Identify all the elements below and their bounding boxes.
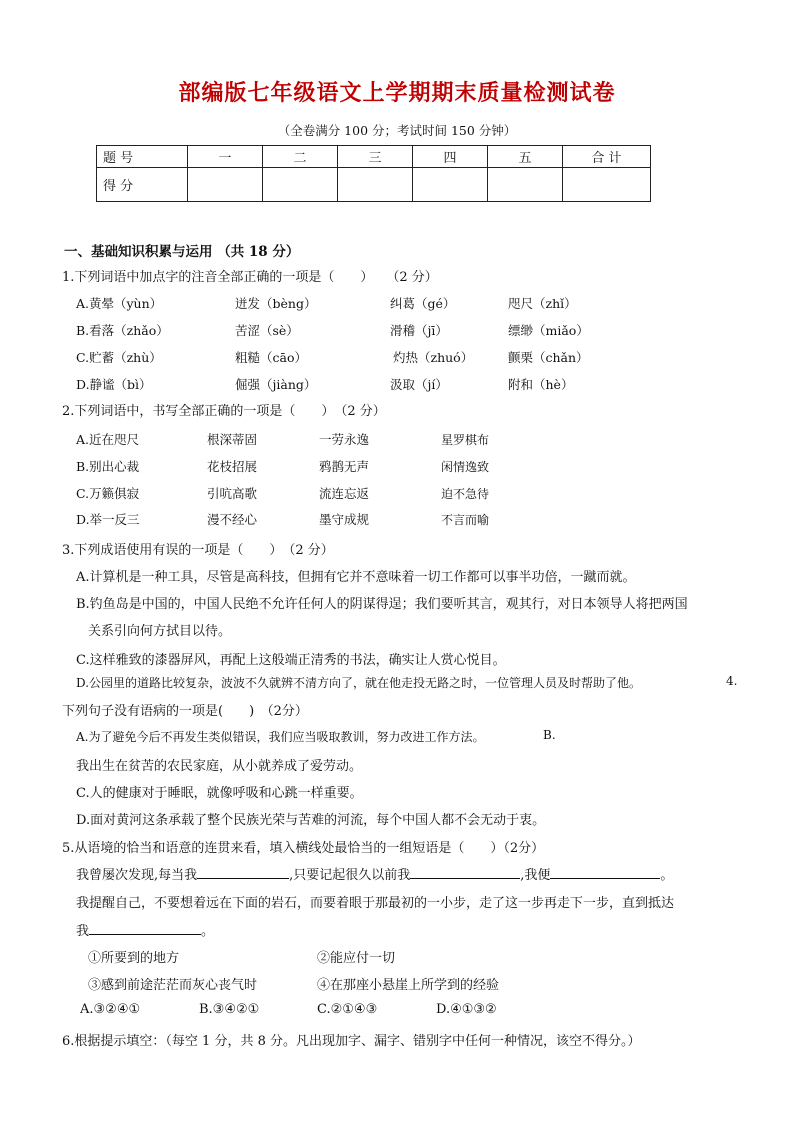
q2-option: 引吭高歌 — [207, 486, 258, 501]
q1-option: A.黄晕（yùn） — [76, 296, 163, 311]
q5-phrase-2: ②能应付一切 — [317, 951, 396, 966]
q5-text: ,我便 — [520, 868, 551, 883]
q1-option: 倔强（jiàng） — [235, 377, 317, 392]
q2-option: A.近在咫尺 — [76, 432, 140, 447]
question-5-stem: 5.从语境的恰当和语意的连贯来看，填入横线处最恰当的一组短语是（ ）（2分） — [62, 841, 545, 856]
q2-option: 花枝招展 — [207, 459, 258, 474]
q1-option: 粗糙（cāo） — [235, 350, 307, 365]
section-heading: 一、基础知识积累与运用 （共 18 分） — [64, 244, 300, 260]
q1-option: 咫尺（zhǐ） — [508, 296, 577, 311]
q3-option-b: B.钓鱼岛是中国的，中国人民绝不允许任何人的阴谋得逞；我们要听其言，观其行，对日本领导人将把两国 — [76, 597, 688, 612]
q5-choice-a: A.③②④① — [80, 1002, 141, 1017]
q2-option: 鸦鹊无声 — [319, 459, 370, 474]
q3-option-d: D.公园里的道路比较复杂，波波不久就辨不清方向了，就在他走投无路之时，一位管理人员及时帮助了他。 — [76, 676, 642, 690]
q5-phrase-4: ④在那座小悬崖上所学到的经验 — [317, 978, 500, 993]
score-cell[interactable] — [413, 168, 488, 202]
q2-option: 星罗棋布 — [441, 433, 490, 447]
q5-choice-c: C.②①④③ — [317, 1002, 378, 1017]
q4-option-b-letter: B. — [543, 728, 556, 742]
q2-option: 根深蒂固 — [207, 432, 258, 447]
q5-text: 我 — [76, 924, 90, 939]
q5-choice-b: B.③④②① — [199, 1002, 260, 1017]
question-6-stem: 6.根据提示填空：（每空 1 分，共 8 分。凡出现加字、漏字、错别字中任何一种情况，该空不得分。） — [62, 1034, 641, 1049]
q5-passage-line3 — [76, 920, 214, 939]
q5-text: 我曾屡次发现,每当我 — [76, 868, 198, 883]
q1-option: B.看落（zhǎo） — [76, 323, 169, 338]
score-header-3: 三 — [338, 146, 413, 168]
score-cell[interactable] — [188, 168, 263, 202]
score-cell[interactable] — [488, 168, 563, 202]
q2-option: 一劳永逸 — [319, 432, 370, 447]
q4-option-a: A.为了避免今后不再发生类似错误，我们应当吸取教训，努力改进工作方法。 — [76, 730, 485, 744]
q1-option: C.贮蓄（zhù） — [76, 350, 162, 365]
q5-passage-line2: 我提醒自己，不要想着远在下面的岩石，而要着眼于那最初的一小步，走了这一步再走下一步，直到抵达 — [76, 896, 675, 911]
q2-option: 流连忘返 — [319, 486, 370, 501]
q2-option: D.举一反三 — [76, 512, 140, 527]
q1-option: 灼热（zhuó） — [393, 350, 474, 365]
q5-choice-d: D.④①③② — [436, 1002, 497, 1017]
score-header-2: 二 — [263, 146, 338, 168]
score-cell[interactable] — [563, 168, 651, 202]
q2-option: 闲情逸致 — [441, 460, 490, 474]
exam-info: （全卷满分 100 分；考试时间 150 分钟） — [277, 123, 517, 138]
answer-blank[interactable] — [89, 920, 201, 935]
page-title: 部编版七年级语文上学期期末质量检测试卷 — [178, 80, 616, 106]
score-header-total: 合 计 — [563, 146, 651, 168]
q5-phrase-3: ③感到前途茫茫而灰心丧气时 — [88, 978, 258, 993]
q1-option: 附和（hè） — [508, 377, 574, 392]
answer-blank[interactable] — [550, 864, 660, 879]
q4-option-c: C.人的健康对于睡眠，就像呼吸和心跳一样重要。 — [76, 786, 363, 801]
score-header-5: 五 — [488, 146, 563, 168]
question-3-stem: 3.下列成语使用有误的一项是（ ） （2 分） — [62, 543, 334, 558]
q2-option: 漫不经心 — [207, 512, 258, 527]
q2-option: 迫不急待 — [441, 487, 490, 501]
question-4-stem: 下列句子没有语病的一项是( ) （2分） — [62, 704, 308, 719]
answer-blank[interactable] — [197, 864, 289, 879]
q2-option: 不言而喻 — [441, 513, 490, 527]
score-cell[interactable] — [263, 168, 338, 202]
score-cell[interactable] — [338, 168, 413, 202]
q5-text: 。 — [201, 924, 215, 939]
q2-option: C.万籁俱寂 — [76, 486, 140, 501]
q5-text: 。 — [660, 868, 674, 883]
q5-phrase-1: ①所要到的地方 — [88, 951, 180, 966]
q4-option-d: D.面对黄河这条承载了整个民族光荣与苦难的河流，每个中国人都不会无动于衷。 — [76, 813, 546, 828]
q1-option: 迸发（bèng） — [235, 296, 317, 311]
score-table — [96, 145, 651, 202]
q3-option-b-cont: 关系引向何方拭目以待。 — [88, 624, 232, 639]
q5-passage-line1 — [76, 864, 673, 883]
score-header-1: 一 — [188, 146, 263, 168]
question-4-number: 4. — [726, 674, 738, 688]
question-2-stem: 2.下列词语中，书写全部正确的一项是（ ） （2 分） — [62, 404, 386, 419]
q2-option: 墨守成规 — [319, 512, 370, 527]
q4-option-b: 我出生在贫苦的农民家庭，从小就养成了爱劳动。 — [76, 759, 363, 774]
q5-text: ,只要记起很久以前我 — [289, 868, 411, 883]
q1-option: 颤栗（chǎn） — [508, 350, 589, 365]
q1-option: 滑稽（jī） — [390, 323, 448, 338]
q3-option-a: A.计算机是一种工具，尽管是高科技，但拥有它并不意味着一切工作都可以事半功倍，一蹴而就。 — [76, 570, 636, 585]
score-row-label: 得 分 — [97, 168, 188, 202]
answer-blank[interactable] — [410, 864, 520, 879]
q1-option: D.静谧（bì） — [76, 377, 152, 392]
question-1-stem: 1.下列词语中加点字的注音全部正确的一项是（ ） （2 分） — [62, 270, 438, 285]
q2-option: B.别出心裁 — [76, 459, 140, 474]
score-header-4: 四 — [413, 146, 488, 168]
q1-option: 纠葛（gé） — [390, 296, 456, 311]
q1-option: 汲取（jí） — [390, 377, 448, 392]
q1-option: 缥缈（miǎo） — [508, 323, 589, 338]
q1-option: 苦涩（sè） — [235, 323, 299, 338]
q3-option-c: C.这样雅致的漆器屏风，再配上这般端正清秀的书法，确实让人赏心悦目。 — [76, 653, 506, 668]
score-header-label: 题 号 — [97, 146, 188, 168]
